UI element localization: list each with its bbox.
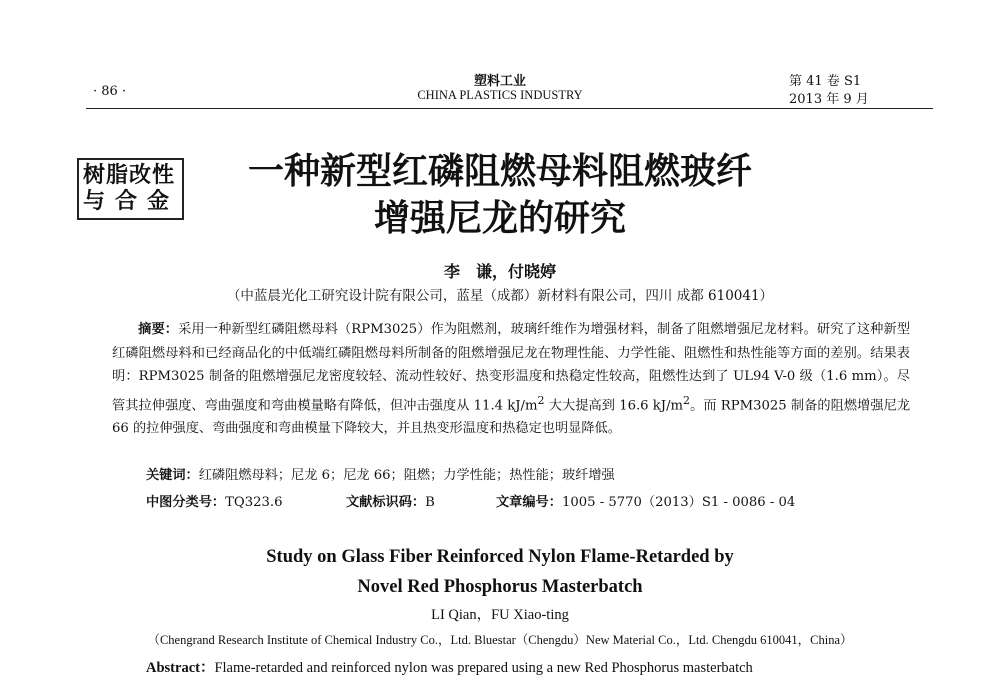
document-code <box>346 491 435 510</box>
abstract-cn-sup-2: 2 <box>683 393 691 407</box>
section-badge-line2: 与合金 <box>83 189 180 214</box>
abstract-cn-sup-1: 2 <box>537 393 545 407</box>
journal-title-en: CHINA PLASTICS INDUSTRY <box>417 88 583 102</box>
abstract-cn-text-3: 。而 RPM3025 制备的阻燃增强尼龙 66 的拉伸强度、弯曲强度和弯曲模量下降较大，并且热变形温度和热稳定也明显降低。 <box>112 397 911 437</box>
page-number: · 86 · <box>93 84 127 99</box>
title-cn-line2: 增强尼龙的研究 <box>373 198 626 239</box>
header-rule <box>86 108 933 109</box>
section-badge-line1: 树脂改性 <box>83 163 176 188</box>
title-en-line2: Novel Red Phosphorus Masterbatch <box>357 577 643 597</box>
journal-title-cn: 塑料工业 <box>473 74 526 89</box>
doc-value: B <box>425 495 435 510</box>
abstract-en <box>146 656 753 677</box>
affiliation-en: （Chengrand Research Institute of Chemical Industry Co.，Ltd. Bluestar（Chengdu）New Material Co.，Ltd. Chengdu 610041，China） <box>147 633 853 647</box>
doc-label: 文献标识码： <box>346 495 426 510</box>
abstract-cn-label: 摘要： <box>138 322 179 337</box>
volume-info: 第 41 卷 S1 <box>789 74 862 89</box>
article-value: 1005 - 5770（2013）S1 - 0086 - 04 <box>561 495 796 510</box>
keywords-label: 关键词： <box>146 468 199 483</box>
abstract-cn-text-1: 采用一种新型红磷阻燃母料（RPM3025）作为阻燃剂，玻璃纤维作为增强材料，制备了阻燃增强尼龙材料。研究了这种新型红磷阻燃母料和已经商品化的中低端红磷阻燃母料所制备的阻燃增强尼龙在物理性能、力学性能、阻燃性和热性能等方面的差别。结果表明：RPM3025 制备的阻燃增强尼龙密度较轻、流动性较好、热变形温度和热稳定性较高，阻燃性达到了 UL94 V-0 级（1.6 mm）。尽管其拉伸强度、弯曲强度和弯曲模量略有降低，但冲击强度从 11.4 kJ/m <box>112 322 911 413</box>
keywords <box>146 464 615 483</box>
keywords-text: 红磷阻燃母料；尼龙 6；尼龙 66；阻燃；力学性能；热性能；玻纤增强 <box>198 468 615 483</box>
authors-cn: 李 谦，付晓婷 <box>443 262 556 281</box>
issue-date: 2013 年 9 月 <box>789 92 869 107</box>
affiliation-cn: （中蓝晨光化工研究设计院有限公司，蓝星（成都）新材料有限公司，四川 成都 610041） <box>226 288 774 304</box>
clc-code <box>146 491 283 510</box>
title-cn-line1: 一种新型红磷阻燃母料阻燃玻纤 <box>247 151 752 192</box>
authors-en: LI Qian，FU Xiao-ting <box>431 607 569 623</box>
clc-label: 中图分类号： <box>146 495 226 510</box>
abstract-cn-text-2: 大大提高到 16.6 kJ/m <box>544 397 684 413</box>
abstract-en-label: Abstract： <box>146 660 215 676</box>
abstract-cn <box>112 318 910 441</box>
article-label: 文章编号： <box>496 495 562 510</box>
title-en-line1: Study on Glass Fiber Reinforced Nylon Flame-Retarded by <box>266 547 734 567</box>
abstract-en-text: Flame-retarded and reinforced nylon was prepared using a new Red Phosphorus masterbatch <box>214 660 753 676</box>
article-number <box>496 491 795 510</box>
clc-value: TQ323.6 <box>225 495 283 510</box>
